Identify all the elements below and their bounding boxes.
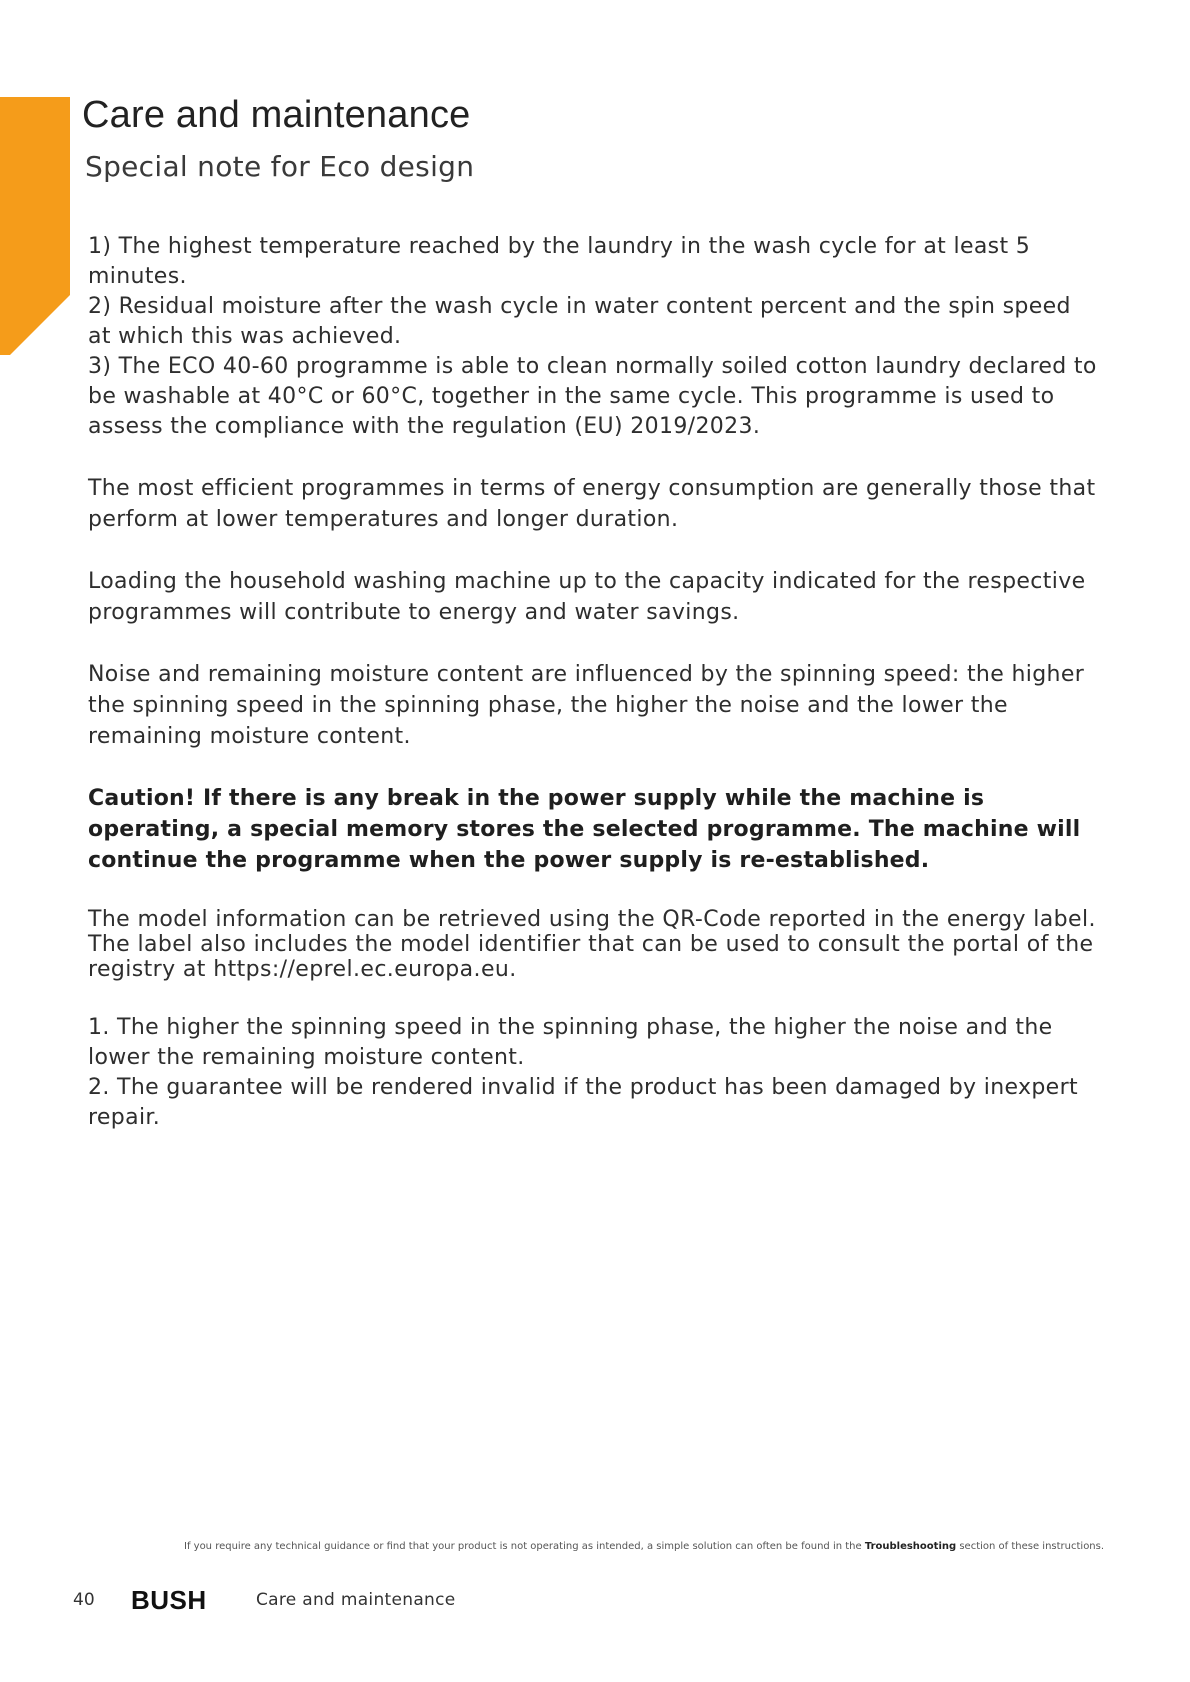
accent-shape [0,97,70,355]
eco-note-1: 1) The highest temperature reached by the laundry in the wash cycle for at least 5 minutes. [88,234,1031,289]
guidance-note [184,1541,1134,1552]
page-number: 40 [73,1590,95,1610]
footer-section-title: Care and maintenance [256,1590,456,1610]
footnote-2: 2. The guarantee will be rendered invalid if the product has been damaged by inexpert repair. [88,1075,1078,1130]
footnote-1: 1. The higher the spinning speed in the spinning phase, the higher the noise and the lower the remaining moisture content. [88,1015,1053,1070]
guidance-text-start: If you require any technical guidance or find that your product is not operating as intended, a simple solution can often be found in the [184,1541,865,1552]
eco-notes [88,232,1098,442]
main-content [88,232,1098,1133]
model-info-paragraph: The model information can be retrieved using the QR-Code reported in the energy label. The label also includes the model identifier that can be used to consult the portal of the registry at https://eprel.ec.europa.eu. [88,907,1096,982]
eco-note-3: 3) The ECO 40-60 programme is able to clean normally soiled cotton laundry declared to be washable at 40°C or 60°C, together in the same cycle. This programme is used to assess the compliance with the regulation (EU) 2019/2023. [88,354,1097,439]
page-subtitle: Special note for Eco design [85,150,475,183]
loading-paragraph: Loading the household washing machine up to the capacity indicated for the respective programmes will contribute to energy and water savings. [88,569,1086,625]
troubleshooting-link-text: Troubleshooting [864,1541,957,1552]
caution-paragraph: Caution! If there is any break in the power supply while the machine is operating, a special memory stores the selected programme. The machine will continue the programme when the power supply is re-established. [88,786,1081,873]
noise-paragraph: Noise and remaining moisture content are influenced by the spinning speed: the higher the spinning speed in the spinning phase, the higher the noise and the lower the remaining moisture content. [88,662,1085,749]
eco-note-2: 2) Residual moisture after the wash cycle in water content percent and the spin speed at which this was achieved. [88,294,1071,349]
guidance-text-end: section of these instructions. [956,1541,1105,1552]
bush-logo: BUSH [131,1585,207,1615]
accent-tab [0,97,70,355]
footnotes [88,1013,1098,1133]
page-title: Care and maintenance [82,94,471,136]
efficiency-paragraph: The most efficient programmes in terms of energy consumption are generally those that perform at lower temperatures and longer duration. [88,476,1096,532]
